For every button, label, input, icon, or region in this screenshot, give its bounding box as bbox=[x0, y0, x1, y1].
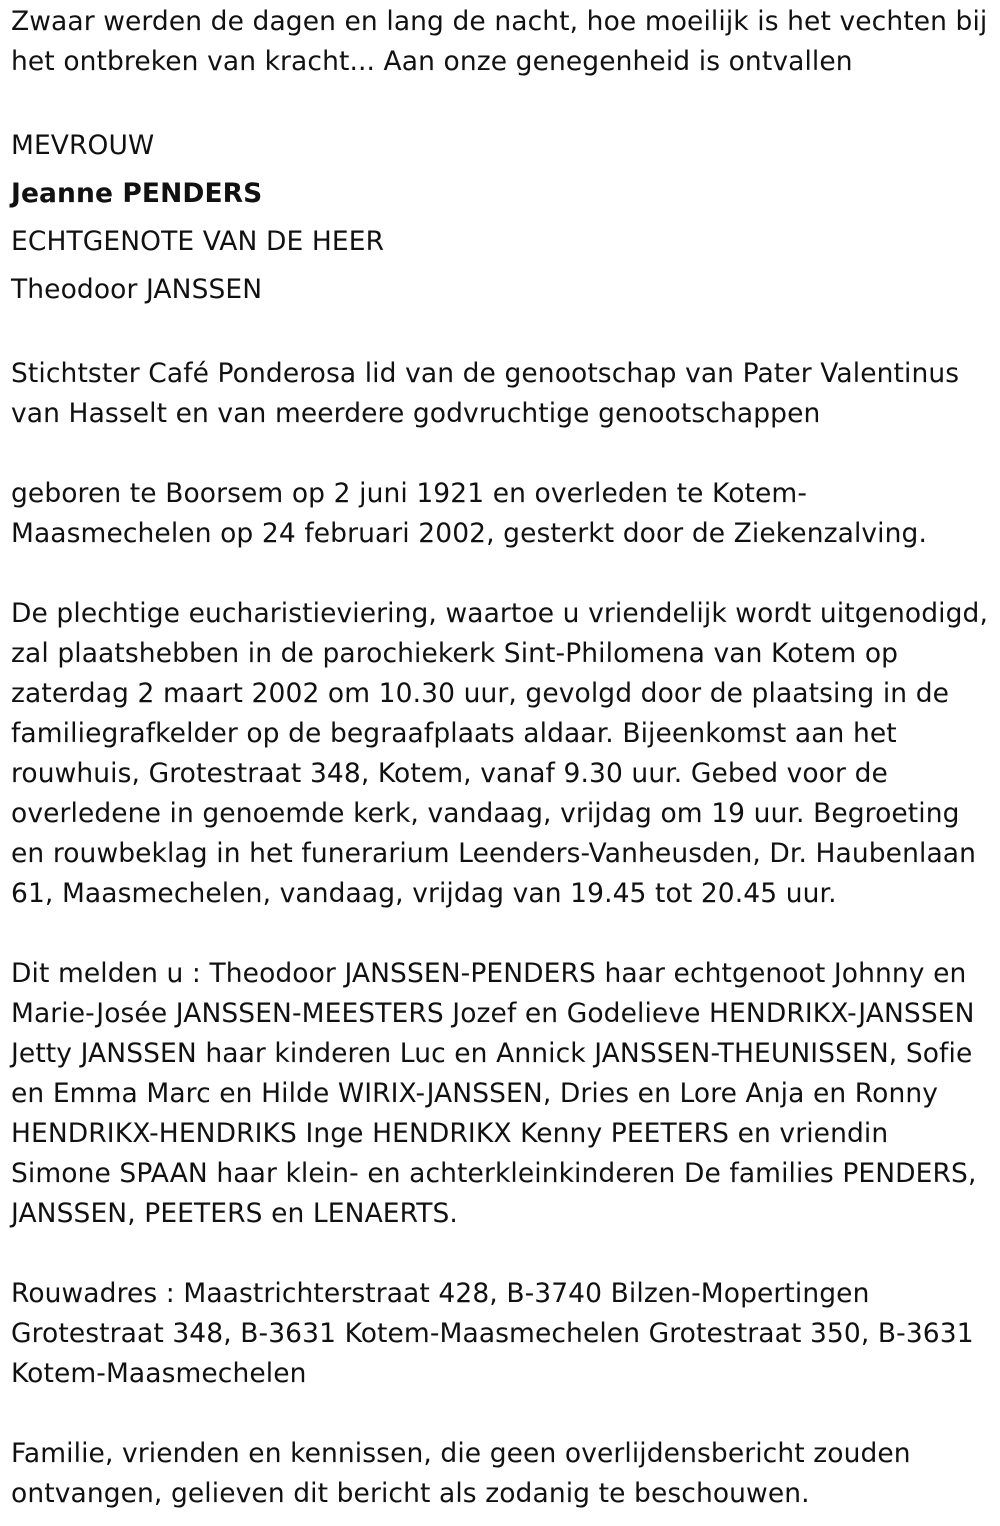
spacer bbox=[11, 1234, 996, 1274]
spacer bbox=[11, 82, 996, 122]
addresses-text: Rouwadres : Maastrichterstraat 428, B-3740 Bilzen-Mopertingen Grotestraat 348, B-3631 Kotem-Maasmechelen Grotestraat 350, B-3631 Kotem-Maasmechelen bbox=[11, 1278, 974, 1389]
spacer bbox=[11, 314, 996, 354]
birth-death-text: geboren te Boorsem op 2 juni 1921 en overleden te Kotem-Maasmechelen op 24 februari 2002, gesterkt door de Ziekenzalving. bbox=[11, 478, 927, 549]
spouse-name: Theodoor JANSSEN bbox=[11, 274, 263, 305]
spacer bbox=[11, 914, 996, 954]
spacer bbox=[11, 434, 996, 474]
ceremony-text: De plechtige eucharistieviering, waartoe u vriendelijk wordt uitgenodigd, zal plaatshebben in de parochiekerk Sint-Philomena van Kotem op zaterdag 2 maart 2002 om 10.30 uur, gevolgd door de plaatsing in de familiegrafkelder op de begraafplaats aldaar. Bijeenkomst aan het rouwhuis, Grotestraat 348, Kotem, vanaf 9.30 uur. Gebed voor de overledene in genoemde kerk, vandaag, vrijdag om 19 uur. Begroeting en rouwbeklag in het funerarium Leenders-Vanheusden, Dr. Haubenlaan 61, Maasmechelen, vandaag, vrijdag van 19.45 tot 20.45 uur. bbox=[11, 598, 988, 909]
obituary-notice bbox=[11, 2, 996, 1514]
spouse-label: ECHTGENOTE VAN DE HEER bbox=[11, 226, 385, 257]
spacer bbox=[11, 1394, 996, 1434]
closing-text: Familie, vrienden en kennissen, die geen overlijdensbericht zouden ontvangen, gelieven dit bericht als zodanig te beschouwen. bbox=[11, 1438, 911, 1509]
spacer bbox=[11, 554, 996, 594]
title-prefix: MEVROUW bbox=[11, 130, 155, 161]
affiliation-text: Stichtster Café Ponderosa lid van de genootschap van Pater Valentinus van Hasselt en van meerdere godvruchtige genootschappen bbox=[11, 358, 960, 429]
deceased-name: Jeanne PENDERS bbox=[11, 178, 263, 209]
announcers-text: Dit melden u : Theodoor JANSSEN-PENDERS haar echtgenoot Johnny en Marie-Josée JANSSEN-MEESTERS Jozef en Godelieve HENDRIKX-JANSSEN Jetty JANSSEN haar kinderen Luc en Annick JANSSEN-THEUNISSEN, Sofie en Emma Marc en Hilde WIRIX-JANSSEN, Dries en Lore Anja en Ronny HENDRIKX-HENDRIKS Inge HENDRIKX Kenny PEETERS en vriendin Simone SPAAN haar klein- en achterkleinkinderen De families PENDERS, JANSSEN, PEETERS en LENAERTS. bbox=[11, 958, 977, 1229]
intro-text: Zwaar werden de dagen en lang de nacht, hoe moeilijk is het vechten bij het ontbreken van kracht... Aan onze genegenheid is ontvallen bbox=[11, 6, 988, 77]
